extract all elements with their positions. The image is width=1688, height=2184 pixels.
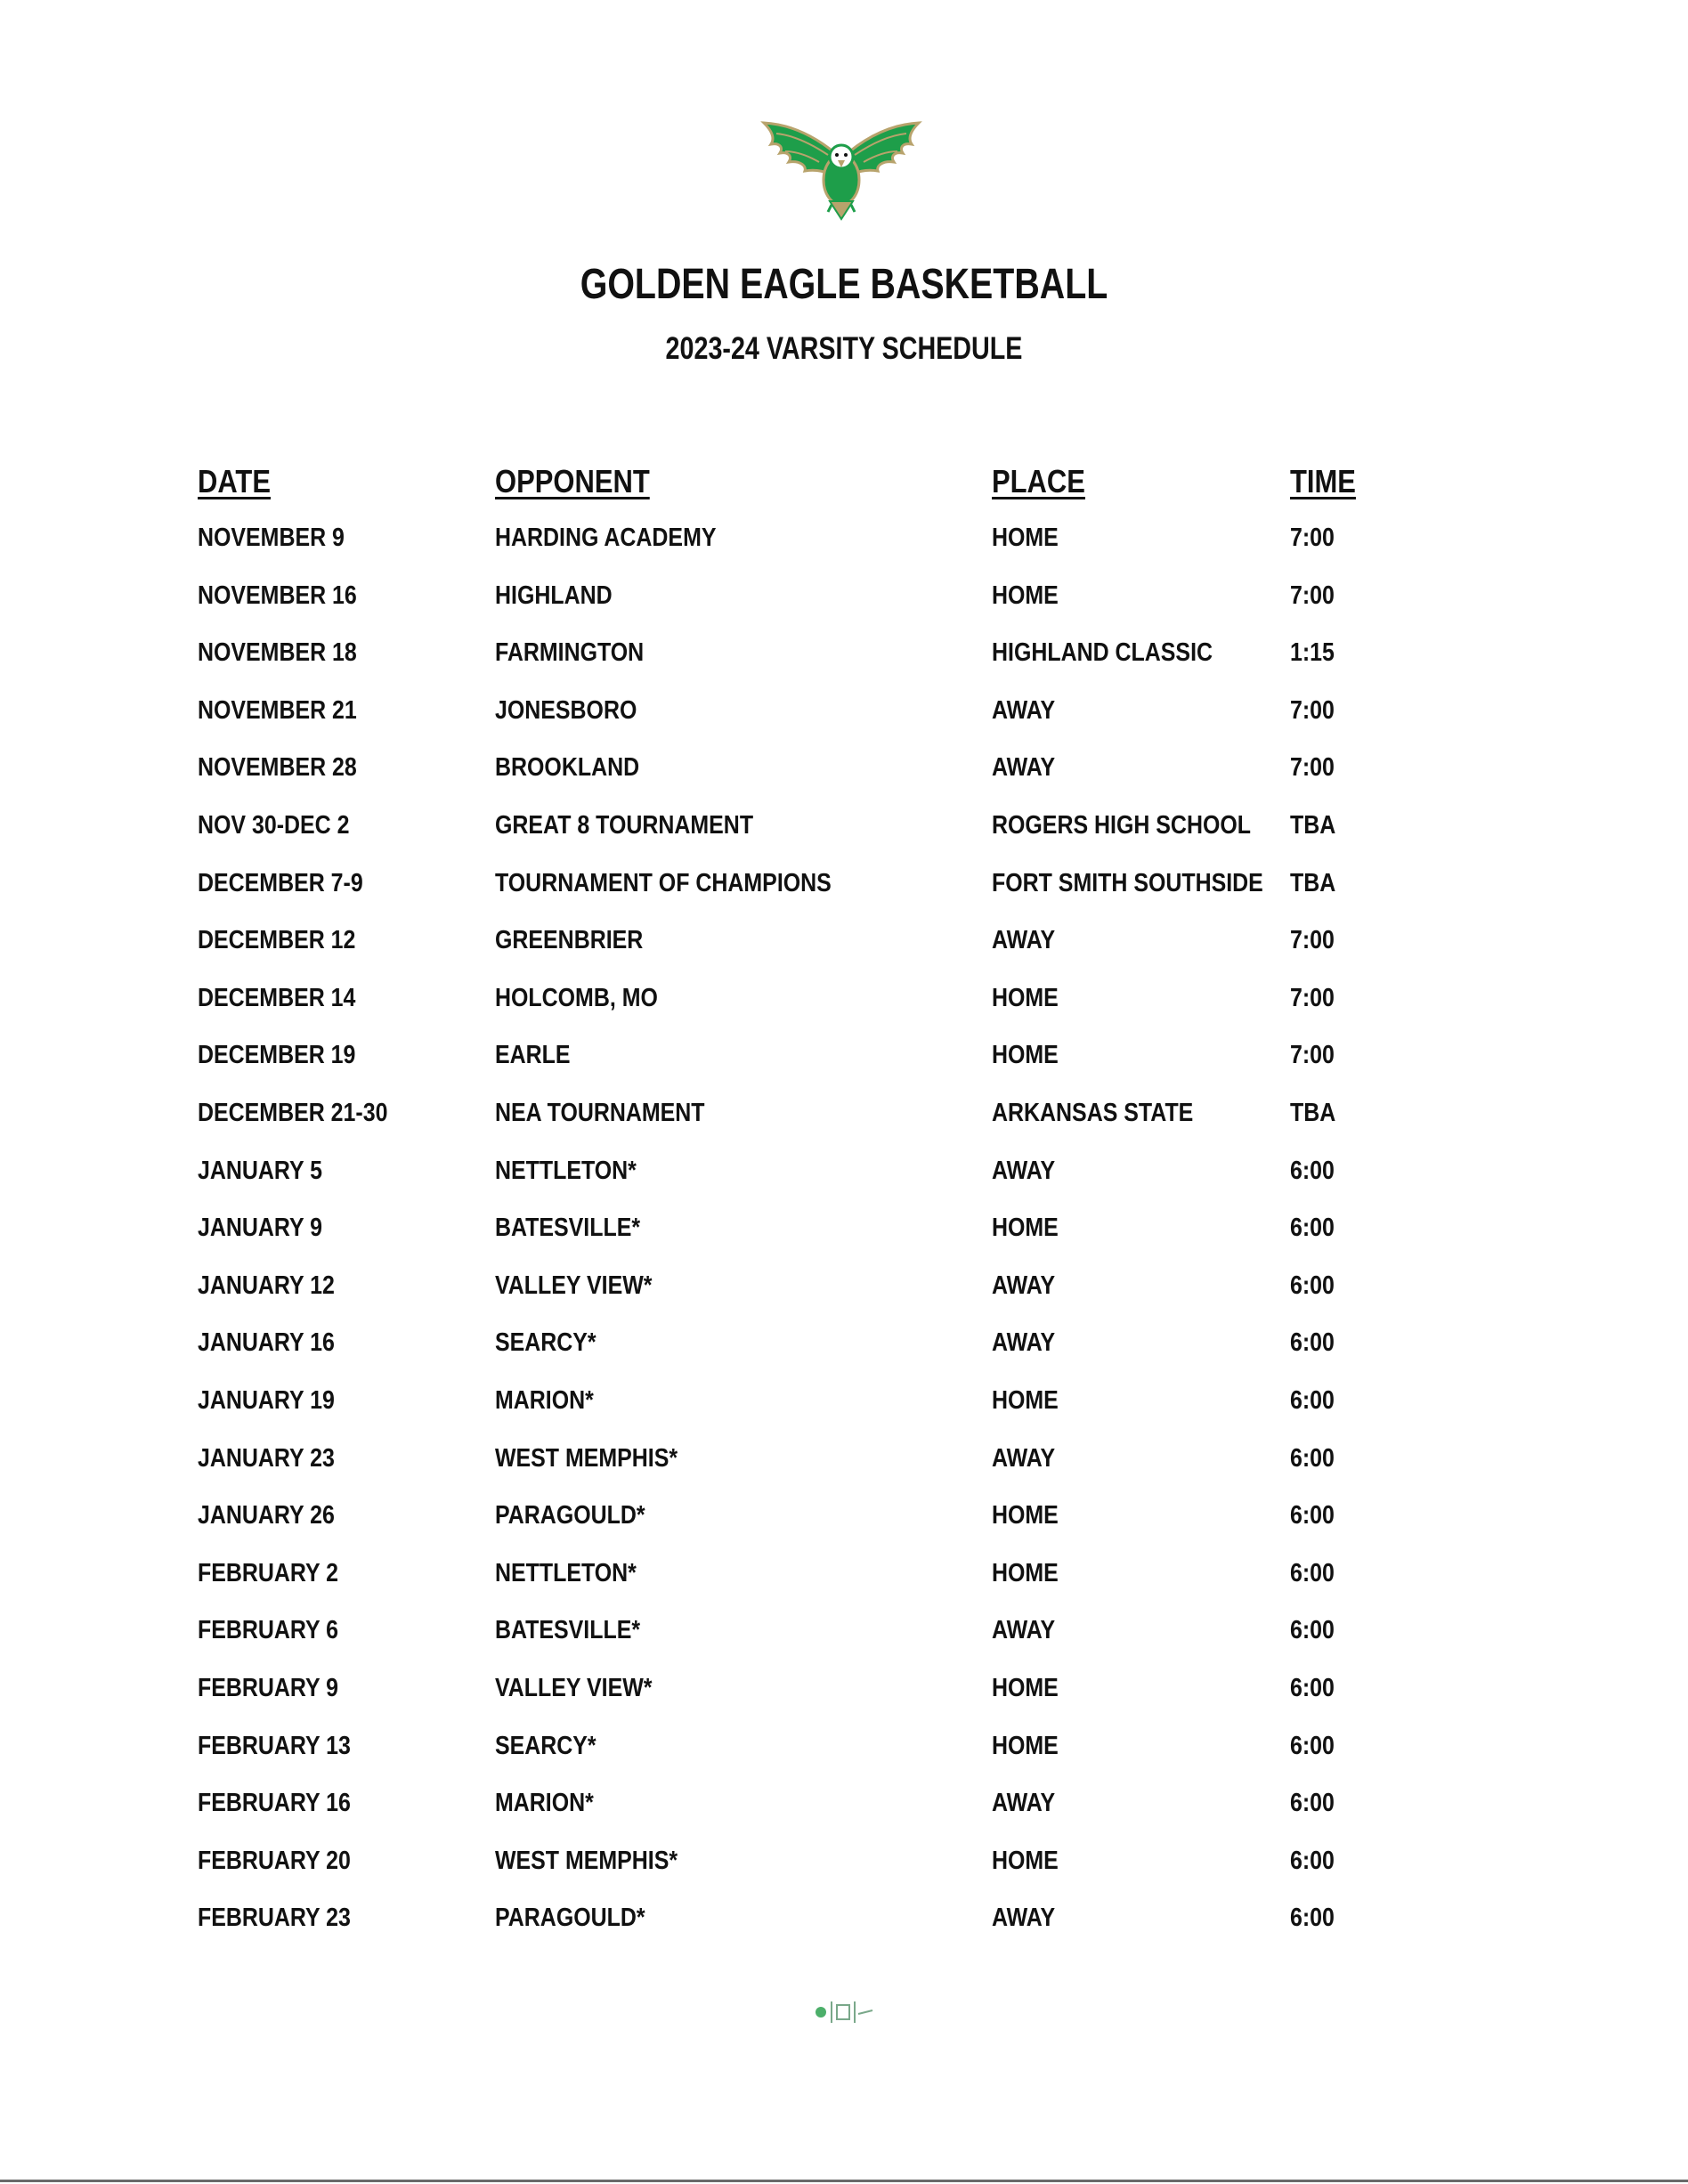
cell-place: AWAY [992, 1156, 1056, 1185]
cell-opponent: WEST MEMPHIS* [495, 1846, 678, 1875]
cell-place: ARKANSAS STATE [992, 1099, 1194, 1127]
cell-date: DECEMBER 12 [198, 926, 356, 955]
cell-opponent: VALLEY VIEW* [495, 1674, 653, 1702]
cell-opponent: PARAGOULD* [495, 1904, 645, 1933]
column-header-date: DATE [198, 463, 271, 499]
cell-opponent: BATESVILLE* [495, 1616, 641, 1645]
table-row [0, 1559, 1688, 1603]
cell-place: HOME [992, 1214, 1059, 1243]
table-row [0, 581, 1688, 626]
cell-time: 7:00 [1290, 695, 1335, 725]
cell-time: 6:00 [1290, 1674, 1335, 1702]
cell-place: HOME [992, 1731, 1059, 1760]
cell-date: FEBRUARY 9 [198, 1674, 338, 1702]
cell-time: TBA [1290, 1099, 1336, 1127]
cell-time: 7:00 [1290, 1041, 1335, 1070]
column-header-time: TIME [1290, 463, 1356, 499]
cell-place: AWAY [992, 1789, 1056, 1818]
cell-time: 6:00 [1290, 1156, 1335, 1185]
cell-opponent: VALLEY VIEW* [495, 1271, 653, 1300]
cell-time: 6:00 [1290, 1731, 1335, 1760]
cell-place: HOME [992, 1674, 1059, 1702]
cell-opponent: HOLCOMB, MO [495, 983, 658, 1012]
cell-time: TBA [1290, 811, 1336, 840]
cell-time: 6:00 [1290, 1904, 1335, 1933]
table-row [0, 1386, 1688, 1431]
cell-opponent: HIGHLAND [495, 581, 613, 610]
table-row [0, 1157, 1688, 1201]
cell-place: HOME [992, 1846, 1059, 1875]
cell-opponent: MARION* [495, 1789, 594, 1818]
cell-place: AWAY [992, 1904, 1056, 1933]
cell-date: NOVEMBER 18 [198, 638, 357, 668]
table-row [0, 811, 1688, 856]
table-row [0, 1271, 1688, 1316]
cell-opponent: NETTLETON* [495, 1558, 637, 1587]
cell-date: NOV 30-DEC 2 [198, 811, 350, 840]
footer-logo-icon [810, 1998, 878, 2026]
cell-place: AWAY [992, 1616, 1056, 1645]
cell-opponent: JONESBORO [495, 695, 637, 725]
cell-place: HOME [992, 1501, 1059, 1530]
cell-date: FEBRUARY 20 [198, 1846, 351, 1875]
cell-place: HOME [992, 581, 1059, 610]
cell-date: JANUARY 12 [198, 1271, 335, 1300]
cell-opponent: SEARCY* [495, 1328, 596, 1358]
cell-time: 7:00 [1290, 524, 1335, 552]
cell-opponent: EARLE [495, 1041, 571, 1070]
eagle-logo-icon [757, 116, 926, 223]
cell-place: HIGHLAND CLASSIC [992, 638, 1213, 668]
cell-opponent: TOURNAMENT OF CHAMPIONS [495, 868, 832, 897]
cell-opponent: PARAGOULD* [495, 1501, 645, 1530]
cell-date: DECEMBER 19 [198, 1041, 356, 1070]
page-title: GOLDEN EAGLE BASKETBALL [580, 261, 1108, 308]
table-row [0, 1674, 1688, 1718]
table-row [0, 1501, 1688, 1546]
cell-time: 7:00 [1290, 581, 1335, 610]
table-row [0, 1444, 1688, 1489]
cell-date: JANUARY 9 [198, 1214, 322, 1243]
cell-date: DECEMBER 7-9 [198, 868, 363, 897]
cell-date: NOVEMBER 28 [198, 753, 357, 783]
cell-place: HOME [992, 1041, 1059, 1070]
table-row [0, 753, 1688, 798]
cell-date: NOVEMBER 21 [198, 695, 357, 725]
cell-opponent: GREENBRIER [495, 926, 644, 955]
table-header [0, 463, 1688, 507]
page-subtitle: 2023-24 VARSITY SCHEDULE [665, 331, 1023, 366]
cell-time: 1:15 [1290, 638, 1335, 668]
cell-opponent: MARION* [495, 1386, 594, 1415]
table-row [0, 869, 1688, 913]
cell-time: 6:00 [1290, 1616, 1335, 1645]
cell-place: AWAY [992, 1328, 1056, 1358]
cell-time: 7:00 [1290, 983, 1335, 1012]
cell-date: FEBRUARY 23 [198, 1904, 351, 1933]
cell-place: AWAY [992, 926, 1056, 955]
cell-time: 6:00 [1290, 1443, 1335, 1473]
table-row [0, 1904, 1688, 1948]
cell-opponent: HARDING ACADEMY [495, 524, 717, 552]
cell-date: JANUARY 19 [198, 1386, 335, 1415]
cell-date: FEBRUARY 2 [198, 1558, 338, 1587]
table-row [0, 638, 1688, 683]
cell-opponent: NETTLETON* [495, 1156, 637, 1185]
cell-opponent: GREAT 8 TOURNAMENT [495, 811, 754, 840]
cell-date: FEBRUARY 16 [198, 1789, 351, 1818]
cell-time: 7:00 [1290, 753, 1335, 783]
cell-time: 6:00 [1290, 1846, 1335, 1875]
cell-opponent: NEA TOURNAMENT [495, 1099, 705, 1127]
table-row [0, 1328, 1688, 1373]
cell-time: 6:00 [1290, 1328, 1335, 1358]
cell-time: 6:00 [1290, 1214, 1335, 1243]
column-header-place: PLACE [992, 463, 1085, 499]
cell-time: 7:00 [1290, 926, 1335, 955]
table-row [0, 1847, 1688, 1891]
cell-place: AWAY [992, 1443, 1056, 1473]
table-row [0, 984, 1688, 1028]
cell-date: JANUARY 23 [198, 1443, 335, 1473]
cell-time: 6:00 [1290, 1501, 1335, 1530]
cell-date: DECEMBER 14 [198, 983, 356, 1012]
cell-date: JANUARY 16 [198, 1328, 335, 1358]
cell-date: FEBRUARY 6 [198, 1616, 338, 1645]
table-row [0, 1789, 1688, 1833]
cell-time: 6:00 [1290, 1386, 1335, 1415]
cell-opponent: SEARCY* [495, 1731, 596, 1760]
column-header-opponent: OPPONENT [495, 463, 650, 499]
cell-opponent: BATESVILLE* [495, 1214, 641, 1243]
cell-date: NOVEMBER 9 [198, 524, 345, 552]
cell-place: HOME [992, 1386, 1059, 1415]
cell-place: AWAY [992, 753, 1056, 783]
cell-time: 6:00 [1290, 1271, 1335, 1300]
table-row [0, 1041, 1688, 1085]
cell-time: TBA [1290, 868, 1336, 897]
table-row [0, 1732, 1688, 1776]
page-bottom-rule [0, 2180, 1688, 2182]
cell-time: 6:00 [1290, 1789, 1335, 1818]
cell-place: ROGERS HIGH SCHOOL [992, 811, 1251, 840]
cell-opponent: FARMINGTON [495, 638, 645, 668]
table-row [0, 926, 1688, 970]
cell-opponent: WEST MEMPHIS* [495, 1443, 678, 1473]
table-row [0, 1616, 1688, 1660]
cell-time: 6:00 [1290, 1558, 1335, 1587]
table-row [0, 1214, 1688, 1258]
cell-place: HOME [992, 1558, 1059, 1587]
cell-date: JANUARY 26 [198, 1501, 335, 1530]
cell-place: HOME [992, 983, 1059, 1012]
cell-place: AWAY [992, 695, 1056, 725]
cell-date: NOVEMBER 16 [198, 581, 357, 610]
cell-opponent: BROOKLAND [495, 753, 640, 783]
cell-place: FORT SMITH SOUTHSIDE [992, 868, 1263, 897]
cell-date: DECEMBER 21-30 [198, 1099, 388, 1127]
cell-place: HOME [992, 524, 1059, 552]
cell-place: AWAY [992, 1271, 1056, 1300]
cell-date: FEBRUARY 13 [198, 1731, 351, 1760]
table-row [0, 696, 1688, 741]
cell-date: JANUARY 5 [198, 1156, 322, 1185]
table-row [0, 524, 1688, 568]
table-row [0, 1099, 1688, 1143]
